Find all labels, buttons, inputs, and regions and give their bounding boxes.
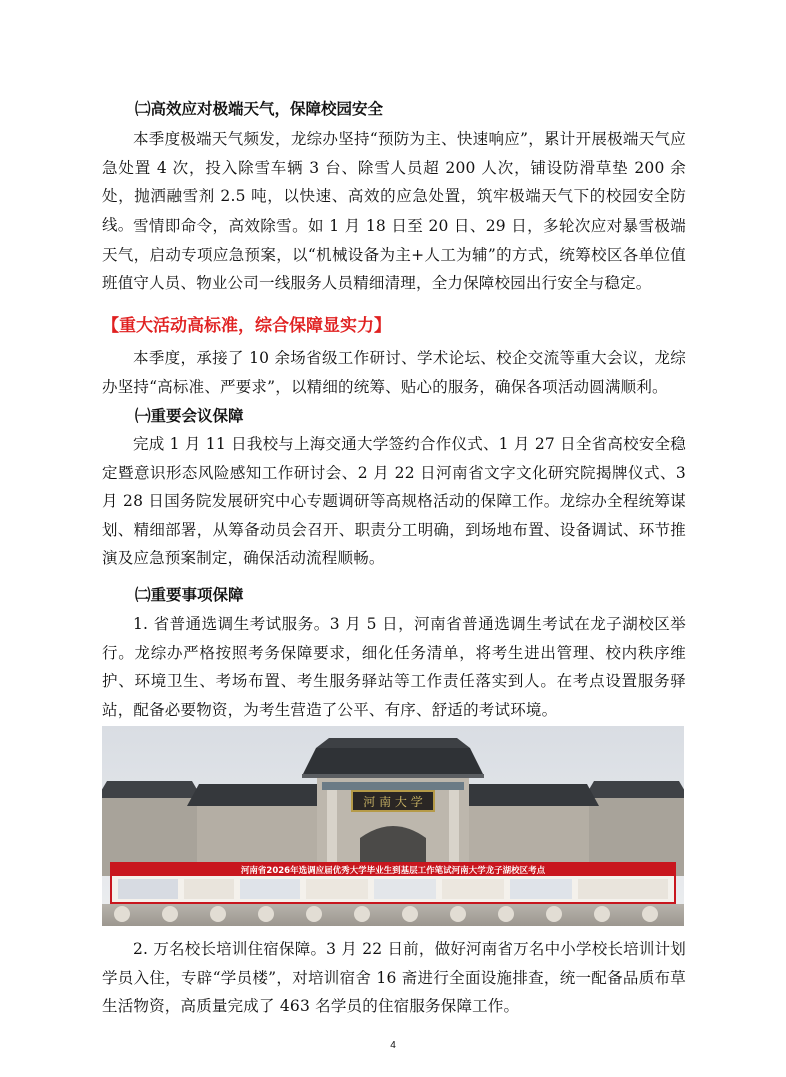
subheading-extreme-weather: ㈡高效应对极端天气，保障校园安全 xyxy=(135,100,384,118)
banner-headline: 河南省2026年选调应届优秀大学毕业生到基层工作笔试河南大学龙子湖校区考点 xyxy=(240,866,546,876)
paragraph-meeting-support: 完成 1 月 11 日我校与上海交通大学签约合作仪式、1 月 27 日全省高校安全稳定暨意识形态风险感知工作研讨会、2 月 22 日河南省文字文化研究院揭牌仪式、3 月 28 日国务院发展研究中心专题调研等高规格活动的保障工作。龙综办全程统筹谋划、精细部署，从筹备动员会召开、职责分工明确，到场地布置、设备调试、环节推演及应急预案制定，确保活动流程顺畅。 xyxy=(102,435,686,568)
paragraph-principal-training: 2. 万名校长培训住宿保障。3 月 22 日前，做好河南省万名中小学校长培训计划学员入住，专辟“学员楼”，对培训宿舍 16 斋进行全面设施排查，统一配备品质布草生活物资，高质量完成了 463 名学员的住宿服务保障工作。 xyxy=(102,940,686,1016)
section-title-major-events: 【重大活动高标准，综合保障显实力】 xyxy=(102,316,391,336)
paragraph-exam-service: 1. 省普通选调生考试服务。3 月 5 日，河南省普通选调生考试在龙子湖校区举行。龙综办严格按照考务保障要求，细化任务清单，将考生进出管理、校内秩序维护、环境卫生、考场布置、考生服务驿站等工作责任落实到人。在考点设置服务驿站，配备必要物资，为考生营造了公平、有序、舒适的考试环境。 xyxy=(102,615,686,719)
paragraph-weather-summary: 本季度极端天气频发，龙综办坚持“预防为主、快速响应”，累计开展极端天气应急处置 4 次，投入除雪车辆 3 台、除雪人员超 200 人次，铺设防滑草垫 200 余处，抛洒融雪剂 2.5 吨，以快速、高效的应急处置，筑牢极端天气下的校园安全防线。 xyxy=(102,130,686,234)
paragraph-events-summary: 本季度，承接了 10 余场省级工作研讨、学术论坛、校企交流等重大会议，龙综办坚持“高标准、严要求”，以精细的统筹、贴心的服务，确保各项活动圆满顺利。 xyxy=(102,349,686,396)
subheading-meeting-support: ㈠重要会议保障 xyxy=(135,407,244,425)
paragraph-snow-removal: 雪情即命令，高效除雪。如 1 月 18 日至 20 日、29 日，多轮次应对暴雪极端天气，启动专项应急预案，以“机械设备为主+人工为辅”的方式，统筹校区各单位值班值守人员、物业公司一线服务人员精细清理，全力保障校园出行安全与稳定。 xyxy=(102,217,686,293)
page-number: 4 xyxy=(390,1040,396,1051)
gate-plaque-text: 河 南 大 学 xyxy=(363,795,423,809)
subheading-key-matters: ㈡重要事项保障 xyxy=(135,586,244,604)
exam-site-photo xyxy=(102,726,684,926)
